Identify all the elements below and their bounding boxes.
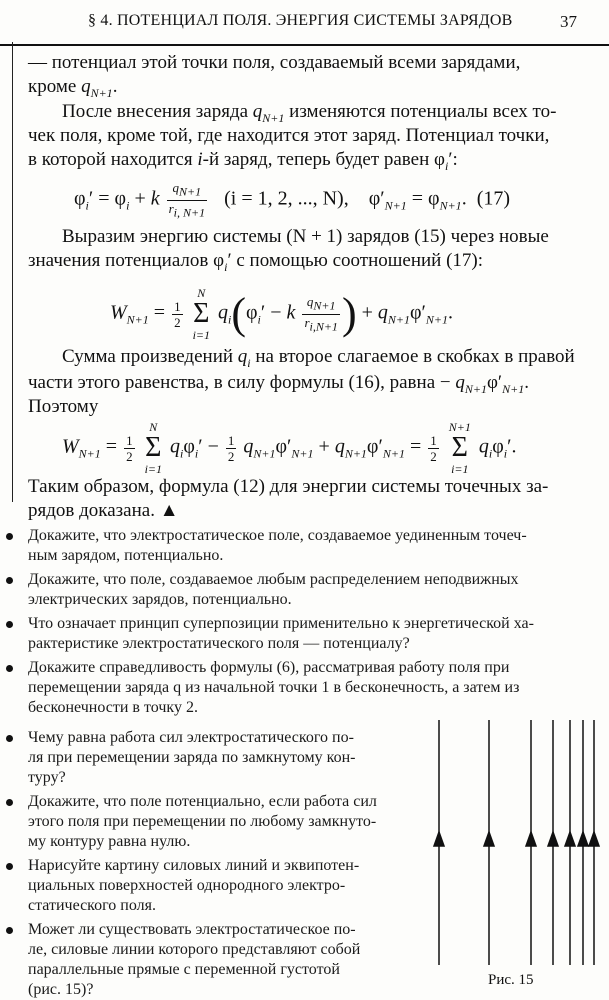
equation-17: $\varphi_i' = \varphi_i + k$ $\frac{q_{N+1}}{r_{i, N+1}}$ (i = 1, 2, ..., N), $\varphi'_{N+1} = \varphi_{N+1}$. (17) bbox=[74, 180, 511, 220]
question-line: (рис. 15)? bbox=[28, 981, 94, 998]
arrow-icon bbox=[484, 832, 494, 846]
question-line: Докажите, что электростатическое поле, создаваемое уединенным точеч- bbox=[28, 527, 527, 544]
question-line: Докажите, что поле потенциально, если работа сил bbox=[28, 793, 377, 810]
question-line: му контуру равна нулю. bbox=[28, 833, 191, 850]
bullet-icon bbox=[6, 665, 13, 672]
text-line: части этого равенства, в силу формулы (16), равна − $q_{N+1}\varphi'_{N+1}$. bbox=[28, 372, 529, 396]
question-line: циальных поверхностей однородного электро- bbox=[28, 877, 346, 894]
header-rule bbox=[0, 44, 609, 46]
question-line: Что означает принцип суперпозиции применительно к энергетической ха- bbox=[28, 615, 534, 632]
bullet-icon bbox=[6, 927, 13, 934]
text-line: Сумма произведений $q_i$ на второе слагаемое в скобках в правой bbox=[62, 346, 575, 370]
text-line: Выразим энергию системы (N + 1) зарядов (15) через новые bbox=[62, 226, 549, 247]
equation-energy: $W_{N+1}$ = $\frac{1}{2}$ N Σ i=1 $q_i(\varphi_i' - k$ $\frac{q_{N+1}}{r_{i,N+1}}$ ) + $q_{N+1}\varphi'_{N+1}$. bbox=[110, 286, 454, 342]
question-line: Нарисуйте картину силовых линий и эквипотен- bbox=[28, 857, 360, 874]
text-line: После внесения заряда $q_{N+1}$ изменяются потенциалы всех то- bbox=[62, 101, 557, 125]
question-line: рактеристике электростатического поля — потенциалу? bbox=[28, 635, 410, 652]
equation-range: (i = 1, 2, ..., N), bbox=[224, 187, 349, 210]
text-line: кроме $q_{N+1}$. bbox=[28, 76, 118, 100]
arrow-icon bbox=[565, 832, 575, 846]
bullet-icon bbox=[6, 735, 13, 742]
text-line: в которой находится i-й заряд, теперь будет равен $\varphi_i'$: bbox=[28, 149, 458, 173]
question-line: Докажите, что поле, создаваемое любым распределением неподвижных bbox=[28, 571, 519, 588]
text-line: значения потенциалов $\varphi_i'$ с помощью соотношений (17): bbox=[28, 250, 484, 274]
text-line: Поэтому bbox=[28, 396, 99, 417]
bullet-icon bbox=[6, 577, 13, 584]
question-line: ле, силовые линии которого представляют собой bbox=[28, 941, 361, 958]
text-line: чек поля, кроме той, где находится этот заряд. Потенциал точки, bbox=[28, 125, 550, 146]
question-line: статического поля. bbox=[28, 897, 156, 914]
question-line: бесконечности в точку 2. bbox=[28, 699, 198, 716]
text-line: Таким образом, формула (12) для энергии системы точечных за- bbox=[28, 476, 549, 497]
question-line: перемещении заряда q из начальной точки 1 в бесконечность, а затем из bbox=[28, 679, 520, 696]
question-line: параллельные прямые с переменной густотой bbox=[28, 961, 340, 978]
equation-label: (17) bbox=[476, 187, 511, 210]
arrow-icon bbox=[578, 832, 588, 846]
arrow-icon bbox=[548, 832, 558, 846]
margin-bracket bbox=[12, 42, 13, 502]
text-line: — потенциал этой точки поля, создаваемый всеми зарядами, bbox=[28, 52, 521, 73]
question-line: этого поля при перемещении по любому замкнуто- bbox=[28, 813, 377, 830]
bullet-icon bbox=[6, 621, 13, 628]
question-line: электрических зарядов, потенциально. bbox=[28, 591, 292, 608]
question-line: Может ли существовать электростатическое по- bbox=[28, 921, 356, 938]
text-line: рядов доказана. ▲ bbox=[28, 500, 179, 521]
question-line: туру? bbox=[28, 769, 66, 786]
arrow-icon bbox=[434, 832, 444, 846]
question-line: Чему равна работа сил электростатического по- bbox=[28, 729, 354, 746]
page-header bbox=[0, 0, 609, 44]
question-line: ля при перемещении заряда по замкнутому кон- bbox=[28, 749, 356, 766]
arrow-icon bbox=[526, 832, 536, 846]
bullet-icon bbox=[6, 863, 13, 870]
question-line: ным зарядом, потенциально. bbox=[28, 547, 224, 564]
bullet-icon bbox=[6, 533, 13, 540]
section-title: § 4. ПОТЕНЦИАЛ ПОЛЯ. ЭНЕРГИЯ СИСТЕМЫ ЗАРЯДОВ bbox=[88, 12, 513, 29]
page-number: 37 bbox=[560, 12, 577, 31]
equation-energy-final: $W_{N+1}$ = $\frac{1}{2}$ N Σ i=1 $q_i\varphi_i'$ − $\frac{1}{2}$ $q_{N+1}\varphi'_{N+1} + q_{N+1}\varphi'_{N+1}$ = $\frac{1}{2}$ N+1 Σ i=1 $q_i\varphi_i'$. bbox=[62, 420, 517, 476]
question-line: Докажите справедливость формулы (6), рассматривая работу поля при bbox=[28, 659, 510, 676]
figure-caption: Рис. 15 bbox=[488, 972, 534, 988]
field-lines-figure bbox=[425, 720, 605, 970]
bullet-icon bbox=[6, 799, 13, 806]
arrow-icon bbox=[589, 832, 599, 846]
